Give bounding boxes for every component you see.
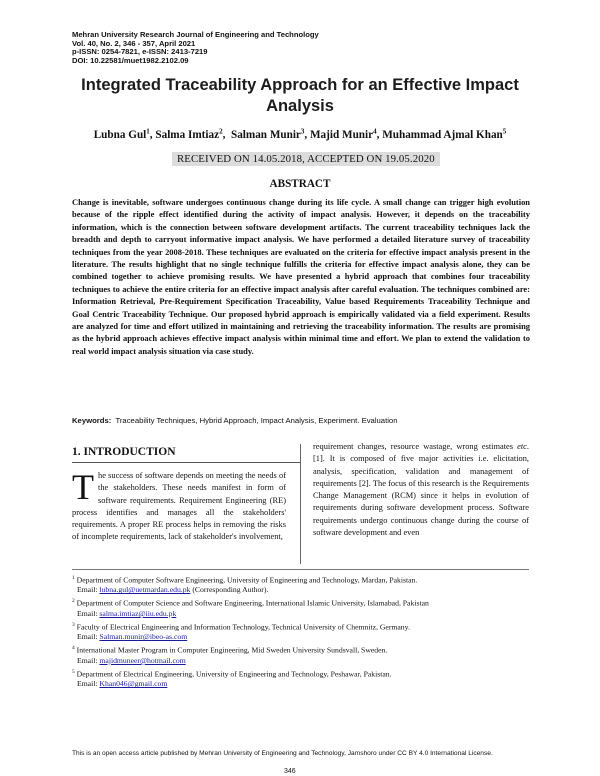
footnote-1: $^1$ Department of Computer Software Engineering, University of Engineering and Technology, Mardan, Pakistan. Email: lubna.gul@uetmardan.edu.pk (Corresponding Author). bbox=[72, 575, 418, 595]
journal-volume: Vol. 40, No. 2, 346 - 357, April 2021 bbox=[72, 38, 196, 48]
author: Majid Munir$^4$ bbox=[310, 127, 377, 141]
email-link[interactable]: Khan046@gmail.com bbox=[99, 679, 168, 689]
footnote-4: $^4$ International Master Program in Computer Engineering, Mid Sweden University Sundsvall, Sweden. Email: majidmuneer@hotmail.com bbox=[72, 645, 388, 665]
author: Muhammad Ajmal Khan$^5$ bbox=[382, 127, 507, 141]
intro-right-column: requirement changes, resource wastage, wrong estimates etc. [1]. It is composed of five major activities i.e. elicitation, analysis, specification, validation and management of requirements [2]. The focus of this research is the Requirements Change Management (RCM) since it helps in evolution of requirements during software development process. Software requirements undergo continuous change during the course of software development and even bbox=[313, 442, 529, 538]
etc-italic: etc bbox=[517, 442, 527, 451]
footnote-3: $^3$ Faculty of Electrical Engineering and Information Technology, Technical University of Chemnitz, Germany. Email: Salman.munir@ibeo-as.com bbox=[72, 621, 410, 642]
email-link[interactable]: lubna.gul@uetmardan.edu.pk bbox=[99, 585, 191, 595]
section-rule bbox=[72, 462, 300, 463]
intro-left-column bbox=[72, 467, 286, 544]
footnote-5: $^5$ Department of Electrical Engineering, University of Engineering and Technology, Peshawar, Pakistan. Email: Khan046@gmail.com bbox=[72, 668, 392, 689]
page-number: 346 bbox=[284, 768, 296, 775]
intro-left-text: he success of software depends on meeting the needs of the stakeholders. These needs manifest in form of software requirements. Requirement Engineering (RE) process identifies and manages all the stakeholders' requirements. A proper RE process helps in removing the risks of incomplete requirements, lack of stakeholder's involvement, bbox=[72, 471, 286, 542]
paper-title bbox=[60, 75, 540, 117]
journal-header bbox=[72, 31, 319, 65]
author: Lubna Gul$^1$ bbox=[93, 127, 150, 141]
journal-name: Mehran University Research Journal of Engineering and Technology bbox=[72, 30, 319, 39]
section-heading-introduction: 1. INTRODUCTION bbox=[72, 446, 176, 458]
author: Salma Imtiaz$^2$ bbox=[155, 127, 223, 141]
email-link[interactable]: majidmuneer@hotmail.com bbox=[99, 655, 186, 665]
footnotes bbox=[72, 574, 542, 691]
drop-cap: T bbox=[72, 467, 94, 507]
column-divider bbox=[300, 444, 301, 564]
footnote-rule bbox=[72, 569, 529, 570]
received-date-banner: RECEIVED ON 14.05.2018, ACCEPTED ON 19.05.2020 bbox=[172, 152, 440, 166]
footnote-2: $^2$ Department of Computer Science and Software Engineering, International Islamic University, Islamabad, Pakistan Email: salma.imtiaz@iiu.edu.pk bbox=[72, 598, 429, 618]
title-line-1: Integrated Traceability Approach for an Effective Impact bbox=[81, 76, 519, 94]
title-line-2: Analysis bbox=[266, 97, 334, 115]
email-link[interactable]: Salman.munir@ibeo-as.com bbox=[99, 632, 188, 642]
email-link[interactable]: salma.imtiaz@iiu.edu.pk bbox=[99, 608, 177, 618]
abstract-heading: ABSTRACT bbox=[269, 178, 331, 190]
author: Salman Munir$^3$ bbox=[230, 127, 305, 141]
abstract-body: Change is inevitable, software undergoes continuous change during its life cycle. A small change can trigger high evolution because of the ripple effect identified during the activity of impact analysis. However, it depends on the traceability information, which is the connection between software development artifacts. The current traceability techniques lack the breadth and depth to carryout informative impact analysis. We have performed a detailed literature survey of traceability techniques from the year 2008-2018. These techniques are evaluated on the criteria for effective impact analysis present in the literature. The results highlight that no single technique fulfills the criteria for effective impact analysis alone, they can be combined together to achieve promising results. We have presented a hybrid approach that combines four traceability techniques to achieve the entire criteria for an effective impact analysis after careful evaluation. The techniques combined are: Information Retrieval, Pre-Requirement Specification Traceability, Value based Requirements Traceability Technique and Goal Centric Traceability Technique. Our proposed hybrid approach is empirically validated via a field experiment. Results are analyzed for time and effort utilized in maintaining and retrieving the traceability information. The results are promising as the hybrid approach achieves effective impact analysis within minimal time and effort. We plan to extend the validation to real world impact analysis situation via case study. bbox=[72, 197, 530, 356]
keywords-text: Traceability Techniques, Hybrid Approach, Impact Analysis, Experiment. Evaluation bbox=[115, 416, 398, 425]
author-list: Lubna Gul$^1$, Salma Imtiaz$^2$, Salman Munir$^3$, Majid Munir$^4$, Muhammad Ajmal Khan$^5$ bbox=[93, 127, 507, 141]
keywords-label: Keywords: bbox=[72, 416, 112, 425]
journal-issn: p-ISSN: 0254-7821, e-ISSN: 2413-7219 bbox=[72, 47, 208, 56]
license-notice: This is an open access article published by Mehran University of Engineering and Technology, Jamshoro under CC BY 4.0 International License. bbox=[72, 750, 493, 757]
journal-doi: DOI: 10.22581/muet1982.2102.09 bbox=[72, 55, 189, 65]
keywords bbox=[72, 416, 542, 426]
